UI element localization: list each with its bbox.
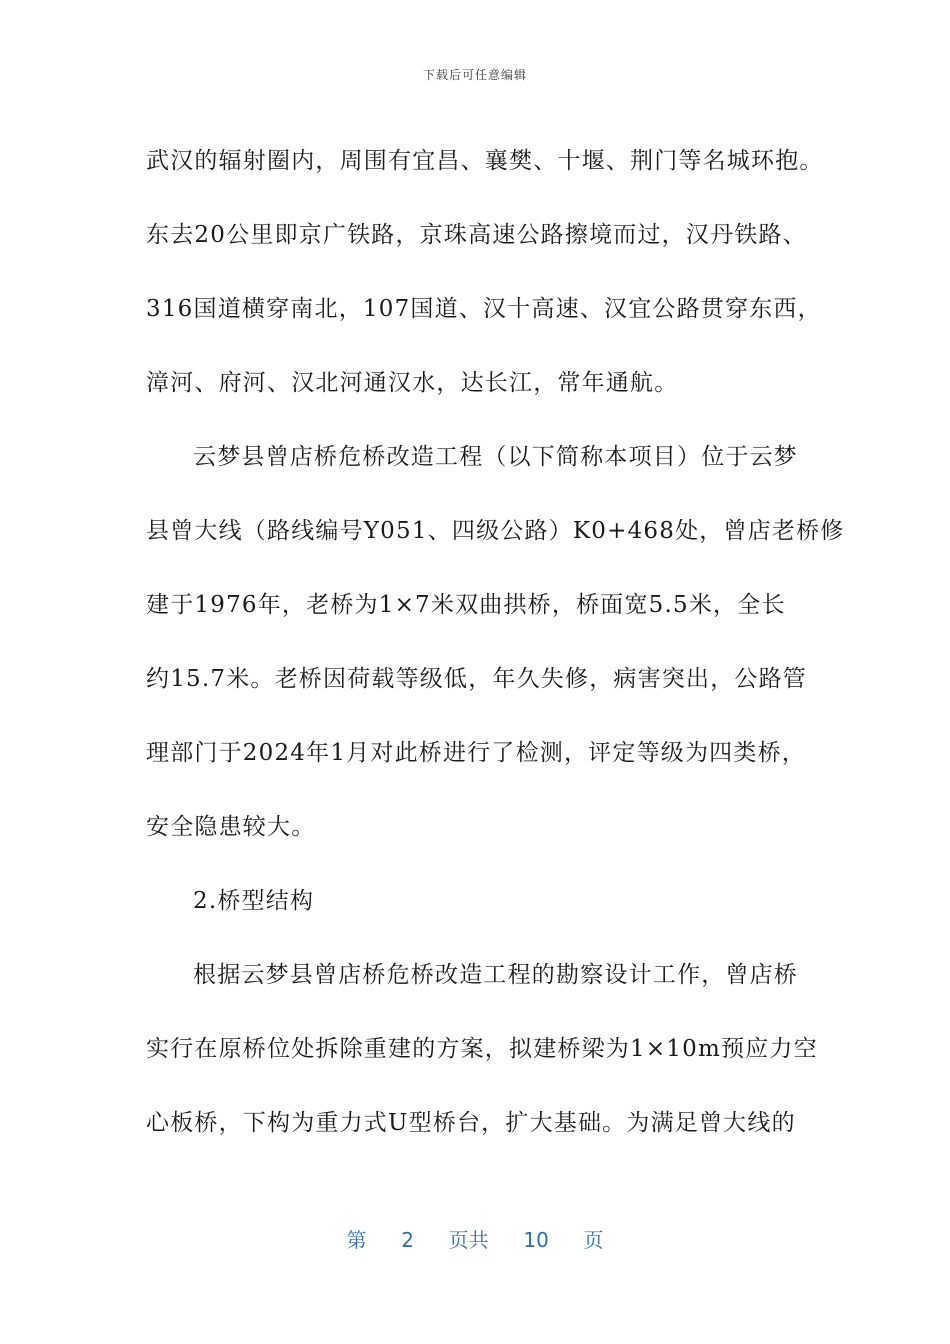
paragraph-start-line: 云梦县曾店桥危桥改造工程（以下简称本项目）位于云梦 [193,444,798,470]
paragraph-start-line: 根据云梦县曾店桥危桥改造工程的勘察设计工作，曾店桥 [193,962,798,988]
document-body [146,124,845,1160]
text-line: 316国道横穿南北，107国道、汉十高速、汉宜公路贯穿东西， [146,296,822,322]
total-page-count: 10 [523,1228,549,1252]
page-footer [0,1224,950,1253]
text-line: 建于1976年，老桥为1×7米双曲拱桥，桥面宽5.5米，全长 [146,592,786,618]
page-suffix: 页 [583,1228,604,1252]
current-page-number: 2 [401,1228,414,1252]
page-prefix: 第 [346,1228,367,1252]
text-line: 漳河、府河、汉北河通汉水，达长江，常年通航。 [146,370,679,396]
section-heading: 2.桥型结构 [193,888,315,914]
text-line: 理部门于2024年1月对此桥进行了检测，评定等级为四类桥， [146,740,806,766]
text-line: 实行在原桥位处拆除重建的方案，拟建桥梁为1×10m预应力空 [146,1036,818,1062]
text-line: 心板桥，下构为重力式U型桥台，扩大基础。为满足曾大线的 [146,1110,796,1136]
text-line: 东去20公里即京广铁路，京珠高速公路擦境而过，汉丹铁路、 [146,222,807,248]
text-line: 武汉的辐射圈内，周围有宜昌、襄樊、十堰、荆门等名城环抱。 [146,148,824,174]
text-line: 安全隐患较大。 [146,814,316,840]
text-line: 约15.7米。老桥因荷载等级低，年久失修，病害突出，公路管 [146,666,808,692]
page-middle-text: 页共 [448,1228,489,1252]
text-line: 县曾大线（路线编号Y051、四级公路）K0+468处，曾店老桥修 [146,518,845,544]
page-header-note: 下载后可任意编辑 [422,68,527,82]
